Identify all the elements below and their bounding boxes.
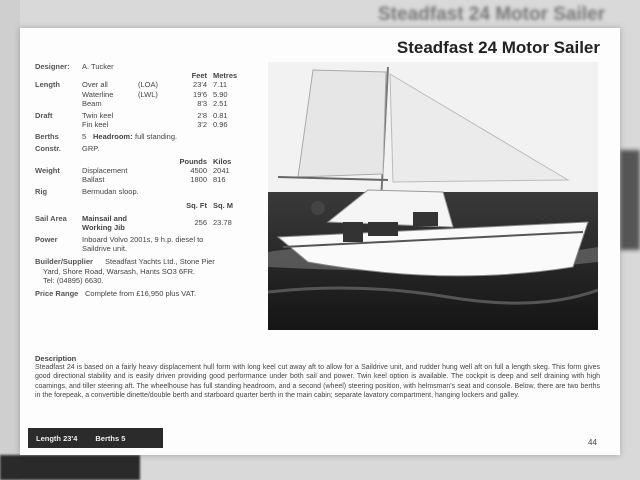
boat-photo (268, 62, 598, 330)
sail-name-line1: Mainsail and (82, 213, 128, 223)
rig-label: Rig (35, 187, 48, 197)
beam-name: Beam (82, 98, 102, 108)
displacement-pounds: 4500 (190, 165, 207, 175)
summary-berths: Berths 5 (95, 433, 126, 443)
sqft-header: Sq. Ft (186, 201, 207, 211)
builder-line2: Yard, Shore Road, Warsash, Hants SO3 6FR. (43, 266, 196, 276)
weight-label: Weight (35, 165, 60, 175)
sail-area-label: Sail Area (35, 213, 67, 223)
pounds-header: Pounds (179, 156, 207, 166)
page-title: Steadfast 24 Motor Sailer (396, 38, 600, 57)
summary-bar (28, 428, 163, 448)
feet-header: Feet (191, 71, 207, 81)
metres-header: Metres (213, 71, 238, 81)
construction-value: GRP. (82, 143, 100, 153)
background-footer-bar (0, 455, 140, 480)
designer-value: A. Tucker (82, 62, 114, 71)
fin-keel-feet: 3'2 (197, 120, 207, 130)
power-line1: Inboard Volvo 2001s, 9 h.p. diesel to (82, 235, 204, 244)
headroom-value: full standing. (135, 132, 178, 142)
displacement-kilos: 2041 (213, 165, 230, 175)
sail-name-line2: Working Jib (82, 222, 125, 232)
builder-line1: Steadfast Yachts Ltd., Stone Pier (105, 257, 215, 267)
beam-metres: 2.51 (213, 98, 228, 108)
lwl-metres: 5.90 (213, 89, 228, 99)
loa-metres: 7.11 (213, 80, 228, 90)
specifications-table (35, 62, 265, 298)
construction-label: Constr. (35, 143, 61, 153)
power-label: Power (35, 235, 58, 244)
price-value: Complete from £16,950 plus VAT. (85, 288, 197, 298)
length-label: Length (35, 80, 60, 90)
twin-keel-name: Twin keel (82, 110, 114, 120)
builder-label: Builder/Supplier (35, 257, 93, 267)
sail-sqft: 256 (194, 217, 207, 227)
ballast-pounds: 1800 (190, 175, 207, 185)
builder-line3: Tel: (04895) 6630. (43, 275, 104, 285)
loa-feet: 23'4 (193, 80, 207, 90)
lwl-feet: 19'6 (193, 89, 207, 99)
description-text: Steadfast 24 is based on a fairly heavy displacement hull form with long keel cut away aft to allow for a Saildrive unit, and rudder hung well aft on full a length skeg. This form gives good directional stability and is easily driven providing good performance under both sail and power. Twin keel option is available. The cockpit is deep and self draining with high coamings, and tiller steering aft. The wheelhouse has full standing headroom, and a second (wheel) steering position, with helmsman's seat and console. Below, there are two berths in the forepeak, a convertible dinette/double berth and starboard quarter berth in the main cabin; separate lavatory compartment, hanging lockers and galley. (35, 364, 600, 399)
designer-label: Designer: (35, 62, 70, 71)
loa-name: Over all (82, 80, 108, 90)
draft-label: Draft (35, 110, 53, 120)
kilos-header: Kilos (213, 156, 232, 166)
summary-length: Length 23'4 (36, 433, 78, 443)
twin-keel-feet: 2'8 (197, 110, 207, 120)
background-title-ghost: Steadfast 24 Motor Sailer (378, 4, 606, 25)
loa-abbr: (LOA) (138, 80, 159, 90)
headroom-label: Headroom: (93, 132, 133, 142)
ballast-name: Ballast (82, 175, 105, 185)
background-photo-edge (620, 150, 640, 250)
fin-keel-metres: 0.96 (213, 120, 228, 130)
description-section (35, 354, 600, 400)
rig-value: Bermudan sloop. (82, 187, 139, 197)
lwl-abbr: (LWL) (138, 89, 158, 99)
brochure-page (20, 28, 620, 455)
background-page-edge (0, 0, 20, 480)
price-label: Price Range (35, 288, 79, 298)
lwl-name: Waterline (82, 89, 114, 99)
sqm-header: Sq. M (213, 201, 233, 211)
description-heading: Description (35, 354, 77, 363)
beam-feet: 8'3 (197, 98, 207, 108)
page-number: 44 (588, 438, 597, 447)
sail-sqm: 23.78 (213, 217, 232, 227)
twin-keel-metres: 0.81 (213, 110, 228, 120)
fin-keel-name: Fin keel (82, 120, 109, 130)
power-line2: Saildrive unit. (82, 244, 128, 254)
berths-value: 5 (82, 132, 87, 142)
ballast-kilos: 816 (213, 175, 226, 185)
displacement-name: Displacement (82, 165, 128, 175)
berths-label: Berths (35, 132, 59, 142)
